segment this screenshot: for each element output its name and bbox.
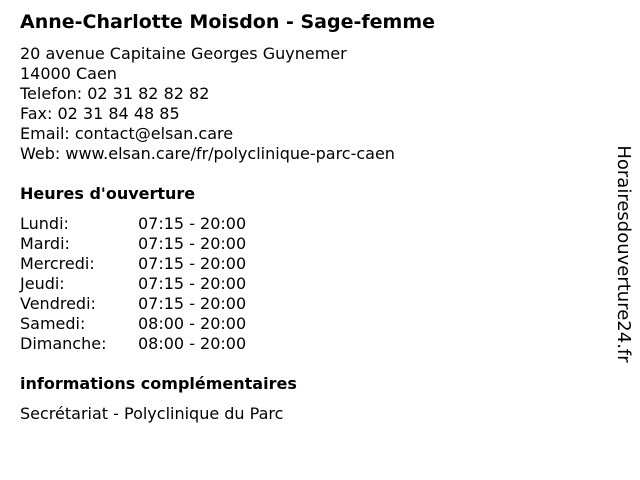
time-range: 07:15 - 20:00 (138, 294, 247, 313)
address-line-street: 20 avenue Capitaine Georges Guynemer (20, 44, 347, 63)
time-range: 07:15 - 20:00 (138, 234, 247, 253)
email-text: Email: contact@elsan.care (20, 124, 234, 143)
day-label: Dimanche: (20, 334, 107, 353)
day-label: Jeudi: (20, 274, 65, 293)
fax-text: Fax: 02 31 84 48 85 (20, 104, 180, 123)
day-label: Vendredi: (20, 294, 96, 313)
time-range: 07:15 - 20:00 (138, 254, 247, 273)
site-watermark: Horairesdouverture24.fr (613, 145, 634, 363)
time-range: 07:15 - 20:00 (138, 214, 247, 233)
address-line-city: 14000 Caen (20, 64, 117, 83)
page-title: Anne-Charlotte Moisdon - Sage-femme (20, 11, 436, 33)
contact-block (20, 44, 395, 164)
time-range: 08:00 - 20:00 (138, 314, 247, 333)
time-range: 08:00 - 20:00 (138, 334, 247, 353)
day-label: Mercredi: (20, 254, 95, 273)
day-label: Lundi: (20, 214, 69, 233)
day-label: Mardi: (20, 234, 70, 253)
additional-info-text: Secrétariat - Polyclinique du Parc (20, 404, 284, 423)
phone-text: Telefon: 02 31 82 82 82 (20, 84, 210, 103)
additional-info-heading: informations complémentaires (20, 374, 297, 393)
time-range: 07:15 - 20:00 (138, 274, 247, 293)
day-label: Samedi: (20, 314, 86, 333)
web-text: Web: www.elsan.care/fr/polyclinique-parc-caen (20, 144, 395, 163)
opening-hours-heading: Heures d'ouverture (20, 184, 196, 203)
